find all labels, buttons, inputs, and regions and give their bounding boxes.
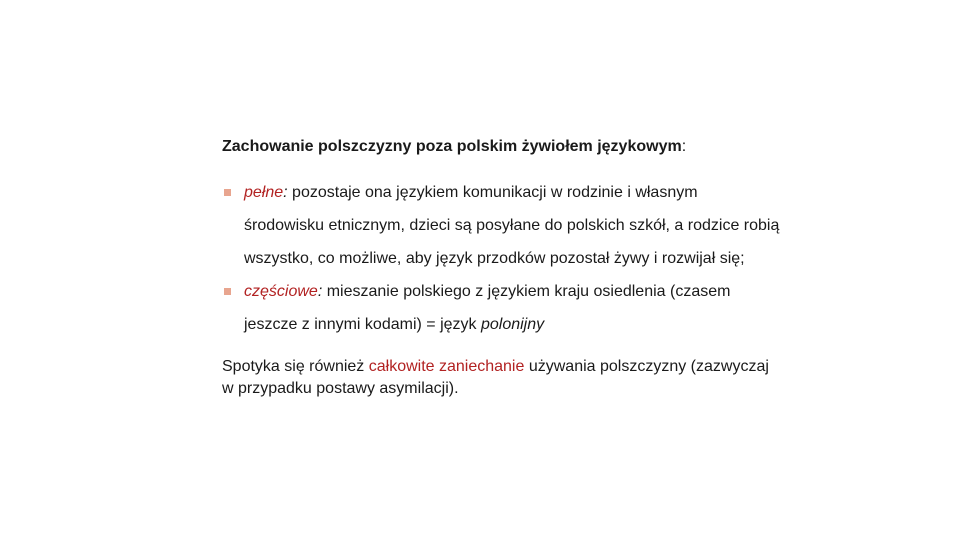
bullet-text: mieszanie polskiego z językiem kraju osiedlenia (czasem jeszcze z innymi kodami) = język [244,283,731,333]
bullet-term: częściowe [244,283,318,300]
bullet-italic-tail: polonijny [480,316,545,333]
heading-colon: : [681,138,687,155]
bullet-text: pozostaje ona językiem komunikacji w rodzinie i własnym środowisku etnicznym, dzieci są posyłane do polskich szkół, a rodzice robią wszystko, co możliwe, aby język przodków pozostał żywy i rozwijał się; [244,184,780,267]
bullet-item-partial [222,275,782,341]
closing-paragraph [222,356,782,400]
bullet-item-full [222,176,782,275]
square-bullet-icon [224,189,231,196]
bullet-list [222,176,782,341]
bullet-term-colon: : [283,184,288,201]
closing-text-before: Spotyka się również [222,358,369,375]
bullet-term-colon: : [317,283,323,300]
closing-highlight: całkowite zaniechanie [368,358,525,375]
square-bullet-icon [224,288,231,295]
closing-text-after: używania polszczyzny (zazwyczaj w przypadku postawy asymilacji). [222,358,769,397]
bullet-term: pełne [244,184,284,201]
slide-content [222,136,782,400]
heading-text: Zachowanie polszczyzny poza polskim żywiołem językowym [222,138,682,155]
slide-heading [222,136,782,158]
